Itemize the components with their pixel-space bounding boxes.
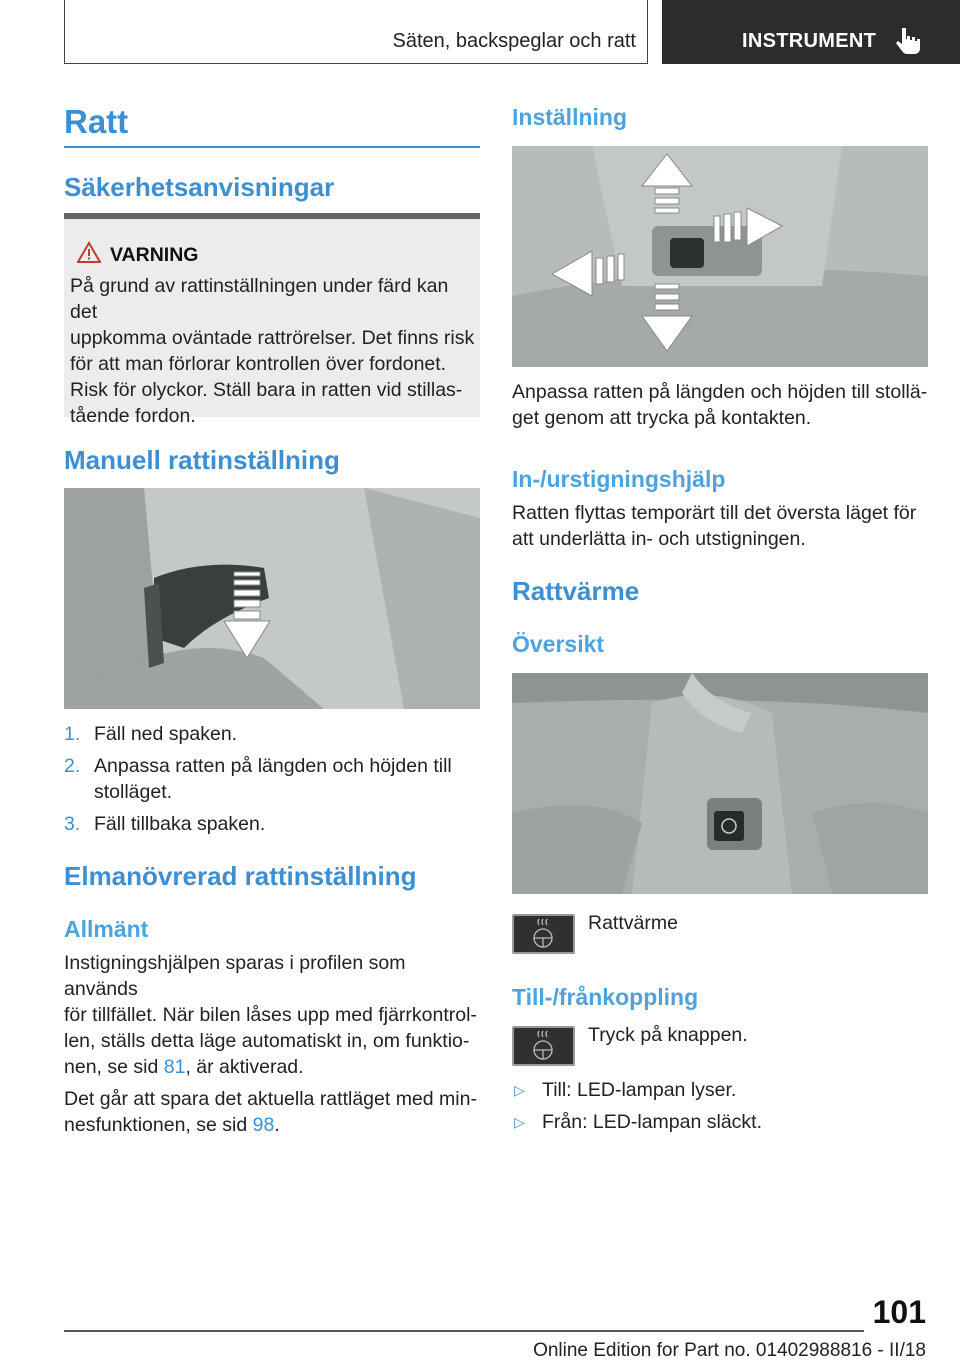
text-line: Ratten flyttas temporärt till det översta läget för	[512, 502, 917, 524]
text-line: get genom att trycka på kontakten.	[512, 407, 812, 429]
list-item	[64, 753, 480, 805]
footer-rule	[64, 1330, 864, 1332]
onoff-text: Tryck på knappen.	[588, 1024, 748, 1046]
steering-heat-button-icon	[512, 914, 575, 954]
footer-edition: Online Edition for Part no. 01402988816 - II/18	[533, 1340, 926, 1361]
header-chapter-title[interactable]: INSTRUMENT	[742, 30, 877, 52]
overview-heading: Översikt	[512, 631, 605, 657]
step-text: Fäll ned spaken.	[94, 723, 238, 745]
text-fragment: .	[274, 1114, 280, 1136]
text-line: Anpassa ratten på längden och höjden till stollä‐	[512, 381, 928, 403]
entry-help-heading: In-/urstigningshjälp	[512, 466, 726, 492]
bullet-text: Till: LED-lampan lyser.	[542, 1079, 737, 1101]
electric-adjust-heading: Elmanövrerad rattinställning	[64, 861, 417, 891]
heating-label: Rattvärme	[588, 912, 678, 934]
hand-pointer-icon	[894, 26, 920, 54]
step-number: 3.	[64, 813, 81, 835]
setting-heading: Inställning	[512, 104, 627, 130]
list-item	[512, 1077, 932, 1103]
warning-line: Risk för olyckor. Ställ bara in ratten vid stillas‐	[70, 379, 463, 401]
entry-help-text	[512, 500, 932, 552]
text-fragment: nen, se sid	[64, 1056, 164, 1078]
text-line: Instigningshjälpen sparas i profilen som används	[64, 952, 406, 1000]
page-link[interactable]: 98	[252, 1114, 275, 1136]
safety-heading: Säkerhetsanvisningar	[64, 172, 335, 202]
bullet-text: Från: LED-lampan släckt.	[542, 1111, 762, 1133]
text-line	[64, 1054, 484, 1080]
text-line: för tillfället. När bilen låses upp med fjärrkontrol‐	[64, 1004, 477, 1026]
warning-text	[70, 273, 478, 429]
warning-line: uppkomma oväntade rattrörelser. Det finns risk	[70, 327, 475, 349]
page-link[interactable]: 81	[163, 1056, 186, 1078]
page-title: Ratt	[64, 103, 129, 140]
bullet-triangle-icon: ▷	[514, 1114, 525, 1130]
warning-line: tående fordon.	[70, 405, 196, 427]
step-number: 2.	[64, 755, 81, 777]
general-text	[64, 950, 484, 1138]
page-number: 101	[872, 1294, 926, 1330]
lever-photo	[64, 488, 480, 709]
step-text: Fäll tillbaka spaken.	[94, 813, 266, 835]
header-section-title[interactable]: Säten, backspeglar och ratt	[392, 30, 636, 52]
text-fragment: nesfunktionen, se sid	[64, 1114, 253, 1136]
warning-line: för att man förlorar kontrollen över fordonet.	[70, 353, 447, 375]
text-line: len, ställs detta läge automatiskt in, om funktio‐	[64, 1030, 470, 1052]
text-line: Det går att spara det aktuella rattläget med min‐	[64, 1088, 477, 1110]
text-line: att underlätta in- och utstigningen.	[512, 528, 806, 550]
step-text: Anpassa ratten på längden och höjden till	[94, 755, 452, 777]
general-heading: Allmänt	[64, 916, 149, 942]
heating-heading: Rattvärme	[512, 576, 640, 606]
text-fragment: , är aktiverad.	[185, 1056, 304, 1078]
text-line	[64, 1112, 484, 1138]
steering-heat-button-icon	[512, 1026, 575, 1066]
step-text: stolläget.	[94, 781, 173, 803]
title-rule	[64, 146, 480, 148]
steps-list	[64, 721, 480, 837]
warning-line: På grund av rattinställningen under färd kan det	[70, 275, 449, 323]
heating-button-photo	[512, 673, 928, 894]
manual-adjust-heading: Manuell rattinställning	[64, 445, 340, 475]
list-item	[64, 721, 480, 747]
status-bullets	[512, 1077, 932, 1135]
bullet-triangle-icon: ▷	[514, 1082, 525, 1098]
onoff-heading: Till-/frånkoppling	[512, 984, 699, 1010]
warning-label: VARNING	[110, 244, 199, 266]
warning-box	[64, 213, 480, 427]
setting-text	[512, 379, 932, 431]
step-number: 1.	[64, 723, 81, 745]
list-item	[512, 1109, 932, 1135]
adjust-switch-photo	[512, 146, 928, 367]
list-item	[64, 811, 480, 837]
warning-triangle-icon	[77, 241, 101, 263]
